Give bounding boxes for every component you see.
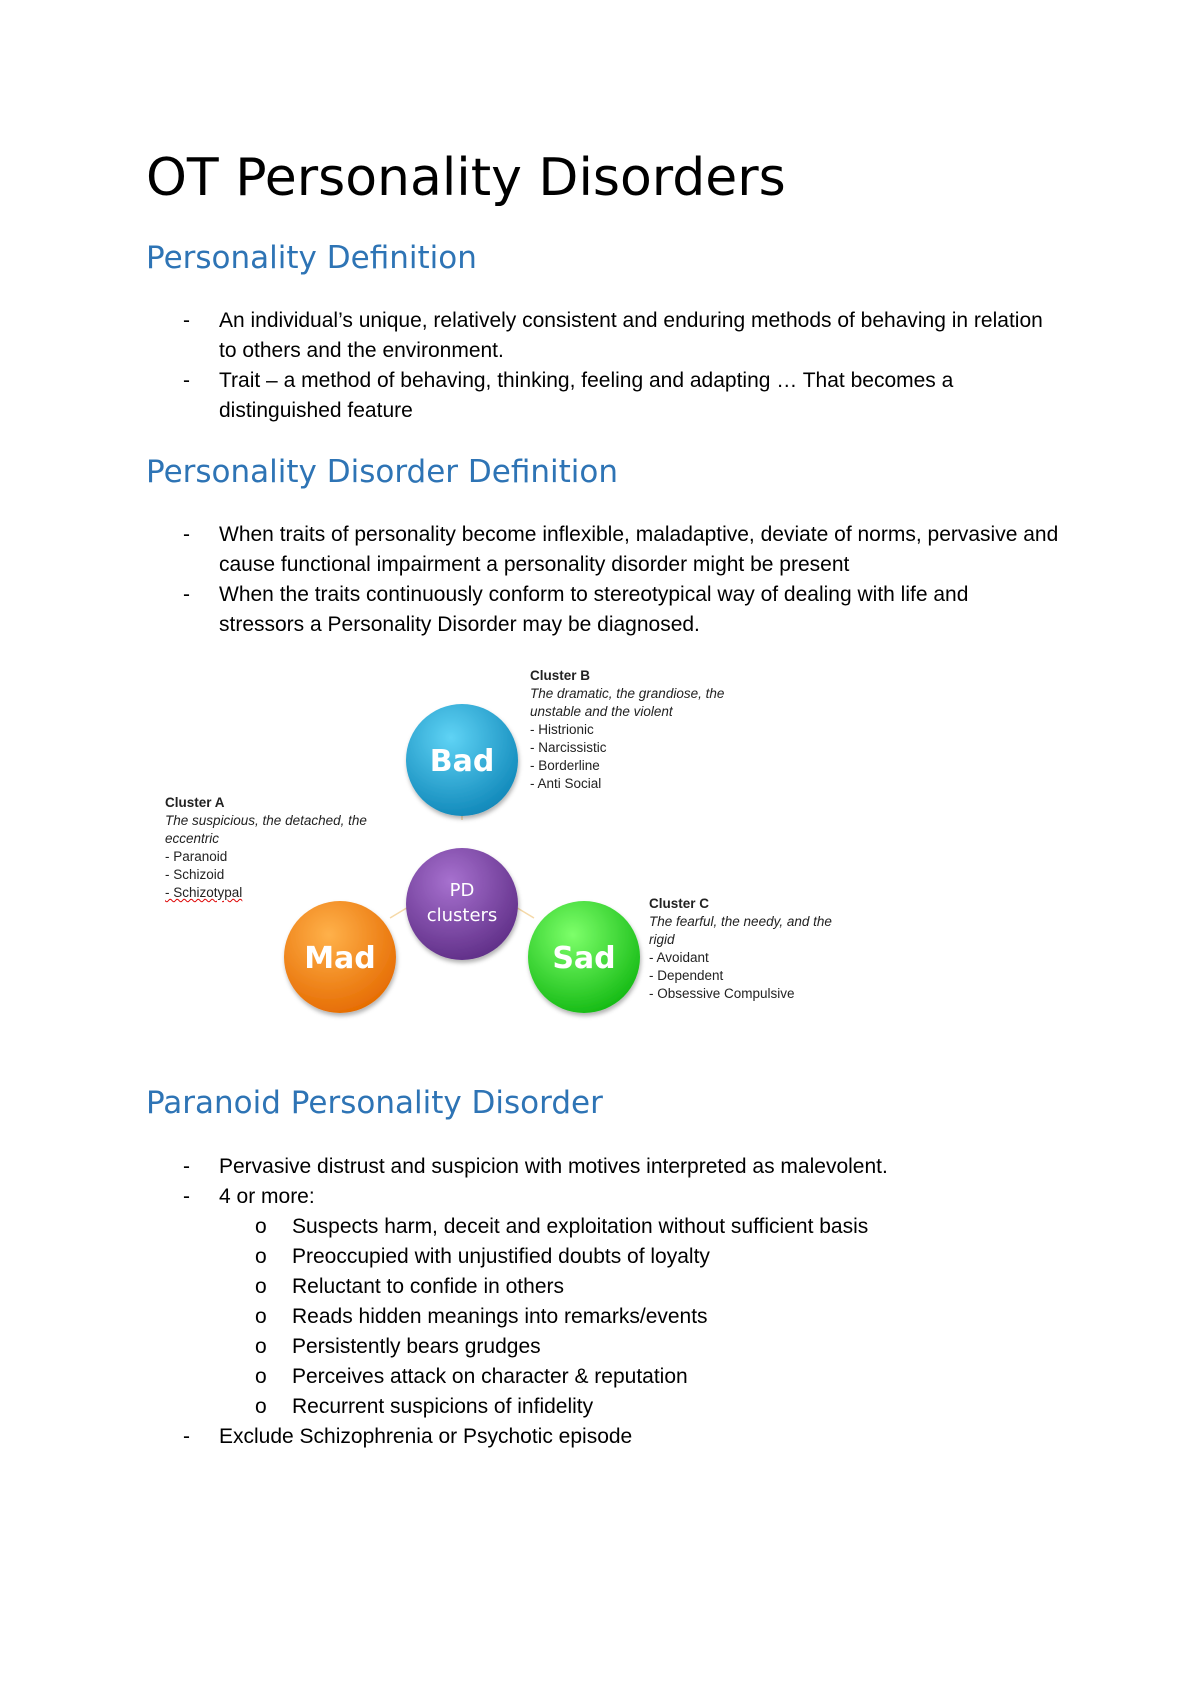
cluster-a-title: Cluster A <box>165 795 225 810</box>
personality-definition-list <box>0 306 1100 426</box>
cluster-a-text <box>165 794 385 902</box>
sublist-item: o Preoccupied with unjustified doubts of loyalty <box>219 1242 1059 1272</box>
cluster-a-item: - Schizoid <box>165 867 225 882</box>
cluster-a-item: - Paranoid <box>165 849 228 864</box>
cluster-c-description: The fearful, the needy, and the rigid <box>649 914 832 947</box>
bad-label: Bad <box>429 744 495 779</box>
cluster-b-item: - Anti Social <box>530 776 602 791</box>
list-item: - An individual’s unique, relatively consistent and enduring methods of behaving in relation to others and the environment. <box>0 306 1059 366</box>
sad-label: Sad <box>552 941 616 976</box>
sublist-item: o Persistently bears grudges <box>219 1332 1059 1362</box>
cluster-b-item: - Borderline <box>530 758 600 773</box>
document-title: OT Personality Disorders <box>146 148 786 208</box>
sublist-item: o Suspects harm, deceit and exploitation without sufficient basis <box>219 1212 1059 1242</box>
cluster-b-description: The dramatic, the grandiose, the unstable and the violent <box>530 686 725 719</box>
paranoid-criteria-list <box>0 1152 1100 1452</box>
heading-personality-disorder-definition: Personality Disorder Definition <box>146 454 619 490</box>
sublist-item: o Perceives attack on character & reputation <box>219 1362 1059 1392</box>
sublist-item: o Reluctant to confide in others <box>219 1272 1059 1302</box>
cluster-b-item: - Histrionic <box>530 722 594 737</box>
cluster-c-item: - Dependent <box>649 968 724 983</box>
heading-personality-definition: Personality Definition <box>146 240 477 276</box>
sublist-item: o Recurrent suspicions of infidelity <box>219 1392 1059 1422</box>
pd-label-line1: PD <box>449 880 475 901</box>
mad-label: Mad <box>304 941 376 976</box>
list-item: - Trait – a method of behaving, thinking, feeling and adapting … That becomes a distinguished feature <box>0 366 1059 426</box>
cluster-a-item: - Schizotypal <box>165 885 243 900</box>
cluster-b-item: - Narcissistic <box>530 740 607 755</box>
list-item: - When the traits continuously conform to stereotypical way of dealing with life and stressors a Personality Disorder may be diagnosed. <box>0 580 1059 640</box>
cluster-b-text <box>530 667 750 793</box>
cluster-a-description: The suspicious, the detached, the eccentric <box>165 813 367 846</box>
pd-clusters-circle <box>406 848 518 960</box>
cluster-c-title: Cluster C <box>649 896 710 911</box>
pd-clusters-diagram <box>150 670 870 1040</box>
pd-label-line2: clusters <box>426 905 498 926</box>
list-item: - When traits of personality become inflexible, maladaptive, deviate of norms, pervasive and cause functional impairment a personality disorder might be present <box>0 520 1059 580</box>
cluster-c-item: - Obsessive Compulsive <box>649 986 795 1001</box>
heading-paranoid-personality-disorder: Paranoid Personality Disorder <box>146 1085 603 1121</box>
list-item: - Exclude Schizophrenia or Psychotic episode <box>0 1422 1059 1452</box>
personality-disorder-definition-list <box>0 520 1100 640</box>
cluster-b-title: Cluster B <box>530 668 591 683</box>
list-item-label: 4 or more: <box>219 1185 315 1208</box>
cluster-c-text <box>649 895 859 1003</box>
list-item: - Pervasive distrust and suspicion with motives interpreted as malevolent. <box>0 1152 1059 1182</box>
list-item-with-sublist <box>0 1182 1059 1422</box>
cluster-c-item: - Avoidant <box>649 950 709 965</box>
sublist-item: o Reads hidden meanings into remarks/events <box>219 1302 1059 1332</box>
paranoid-subcriteria-list <box>219 1212 1059 1422</box>
